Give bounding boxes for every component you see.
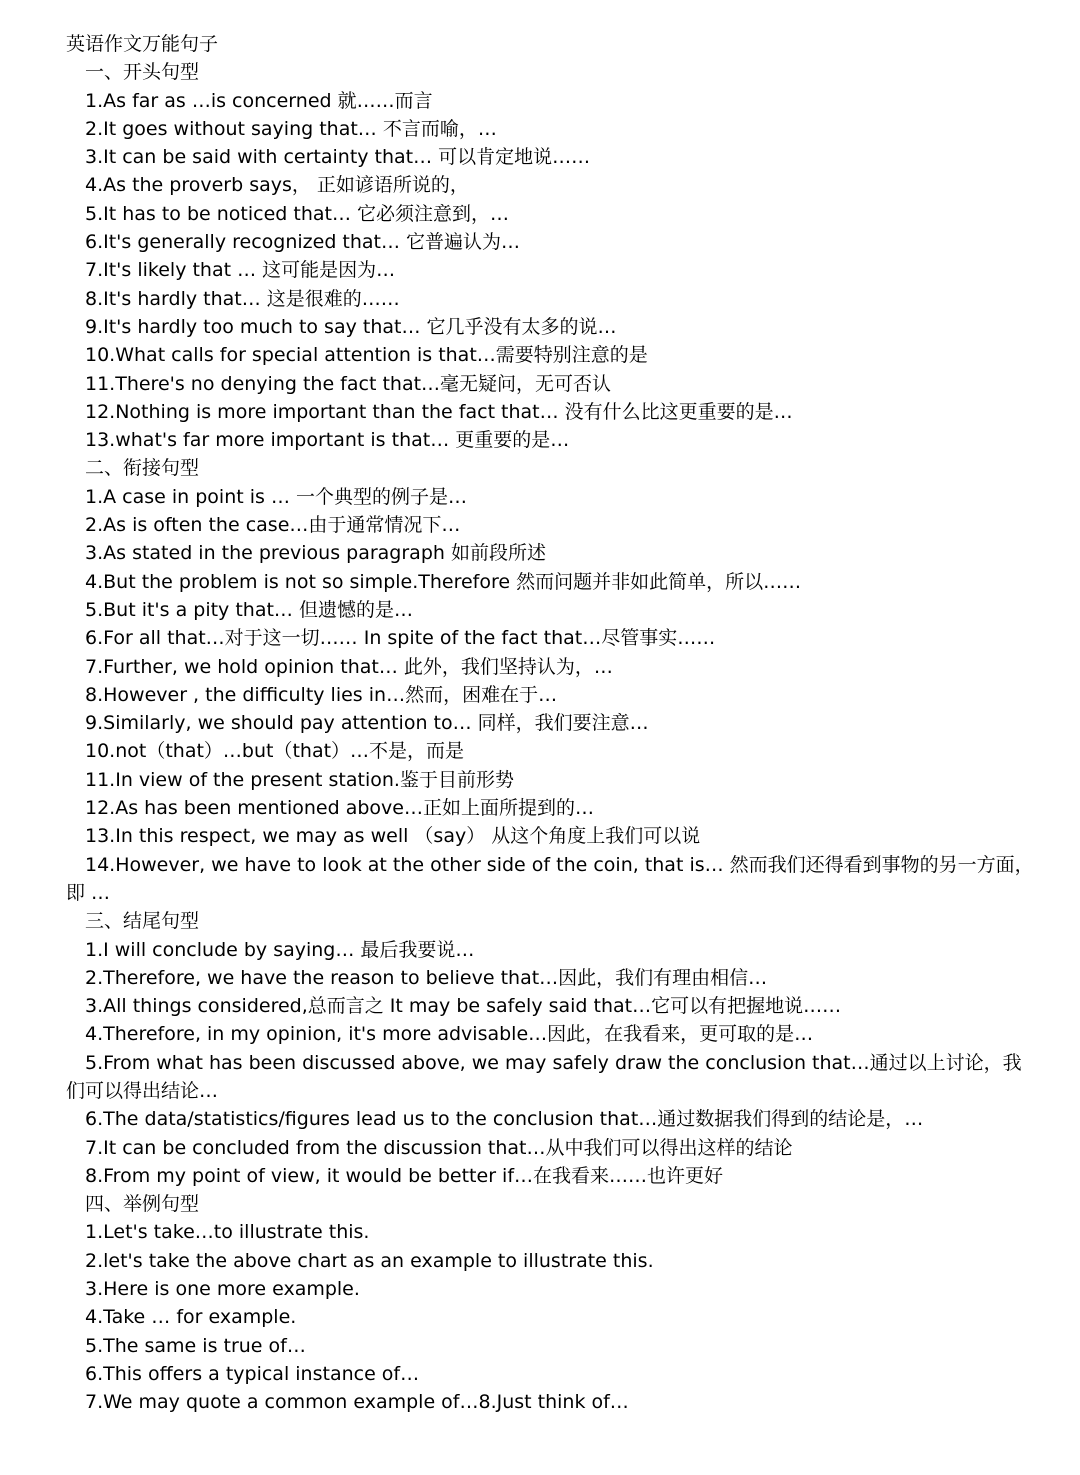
sentence-item: 4.Therefore, in my opinion, it's more advisable…因此，在我看来，更可取的是… [85, 1023, 814, 1046]
sentence-item: 11.There's no denying the fact that…毫无疑问，无可否认 [85, 372, 612, 395]
sentence-item: 6.This offers a typical instance of… [85, 1362, 420, 1385]
sentence-item: 14.However, we have to look at the other side of the coin, that is… 然而我们还得看到事物的另一方面， [85, 853, 1034, 876]
sentence-item: 7.It's likely that … 这可能是因为… [85, 259, 396, 282]
sentence-item: 9.It's hardly too much to say that… 它几乎没有太多的说… [85, 315, 617, 338]
sentence-item: 10.not（that）…but（that）…不是，而是 [85, 740, 465, 763]
sentence-item: 10.What calls for special attention is that…需要特别注意的是 [85, 344, 648, 367]
sentence-item: 3.It can be said with certainty that… 可以肯定地说…… [85, 146, 591, 169]
document-page [0, 30, 1080, 1417]
sentence-item: 3.Here is one more example. [85, 1278, 360, 1301]
sentence-item: 3.As stated in the previous paragraph 如前段所述 [85, 542, 546, 565]
sentence-item: 2.Therefore, we have the reason to believe that…因此，我们有理由相信… [85, 966, 768, 989]
section-heading-opening: 一、开头句型 [85, 61, 200, 84]
sentence-item: 2.As is often the case…由于通常情况下… [85, 514, 461, 537]
sentence-item: 2.let's take the above chart as an example to illustrate this. [85, 1249, 654, 1272]
sentence-item: 12.Nothing is more important than the fact that… 没有什么比这更重要的是… [85, 400, 793, 423]
sentence-item: 1.Let's take…to illustrate this. [85, 1221, 370, 1244]
sentence-item: 4.As the proverb says， 正如谚语所说的， [85, 174, 469, 197]
sentence-item-continuation: 即 … [66, 881, 111, 904]
sentence-item: 5.But it's a pity that… 但遗憾的是… [85, 598, 413, 621]
sentence-item: 5.The same is true of… [85, 1334, 306, 1357]
sentence-item: 4.Take … for example. [85, 1306, 297, 1329]
sentence-item: 8.It's hardly that… 这是很难的…… [85, 287, 400, 310]
document-title: 英语作文万能句子 [66, 33, 219, 55]
sentence-item: 1.I will conclude by saying… 最后我要说… [85, 938, 475, 961]
sentence-item: 8.However , the difficulty lies in…然而，困难在于… [85, 683, 558, 706]
sentence-item: 1.As far as …is concerned 就……而言 [85, 89, 433, 112]
sentence-item: 9.Similarly, we should pay attention to… 同样，我们要注意… [85, 712, 649, 735]
sentence-item: 3.All things considered,总而言之 It may be safely said that…它可以有把握地说…… [85, 995, 842, 1018]
sentence-item: 1.A case in point is … 一个典型的例子是… [85, 485, 467, 508]
sentence-item: 7.We may quote a common example of…8.Just think of… [85, 1391, 629, 1414]
section-heading-transition: 二、衔接句型 [85, 457, 200, 480]
sentence-item: 5.From what has been discussed above, we may safely draw the conclusion that…通过以上讨论，我 [85, 1051, 1022, 1074]
sentence-item: 7.Further, we hold opinion that… 此外，我们坚持认为，… [85, 655, 613, 678]
section-heading-examples: 四、举例句型 [85, 1193, 200, 1216]
sentence-item: 8.From my point of view, it would be better if…在我看来……也许更好 [85, 1164, 724, 1187]
sentence-item: 11.In view of the present station.鉴于目前形势 [85, 768, 514, 791]
sentence-item: 6.For all that…对于这一切…… In spite of the fact that…尽管事实…… [85, 627, 716, 650]
sentence-item: 6.The data/statistics/figures lead us to the conclusion that…通过数据我们得到的结论是，… [85, 1108, 924, 1131]
sentence-item: 5.It has to be noticed that… 它必须注意到，… [85, 202, 510, 225]
sentence-item: 13.In this respect, we may as well （say） 从这个角度上我们可以说 [85, 825, 701, 848]
sentence-item: 4.But the problem is not so simple.Therefore 然而问题并非如此简单，所以…… [85, 570, 802, 593]
sentence-item: 2.It goes without saying that… 不言而喻，… [85, 117, 497, 140]
sentence-item: 6.It's generally recognized that… 它普遍认为… [85, 231, 521, 254]
sentence-item: 13.what's far more important is that… 更重要的是… [85, 429, 570, 452]
section-heading-conclusion: 三、结尾句型 [85, 910, 200, 933]
sentence-item: 7.It can be concluded from the discussion that…从中我们可以得出这样的结论 [85, 1136, 793, 1159]
sentence-item-continuation: 们可以得出结论… [66, 1079, 219, 1102]
sentence-item: 12.As has been mentioned above…正如上面所提到的… [85, 797, 594, 820]
